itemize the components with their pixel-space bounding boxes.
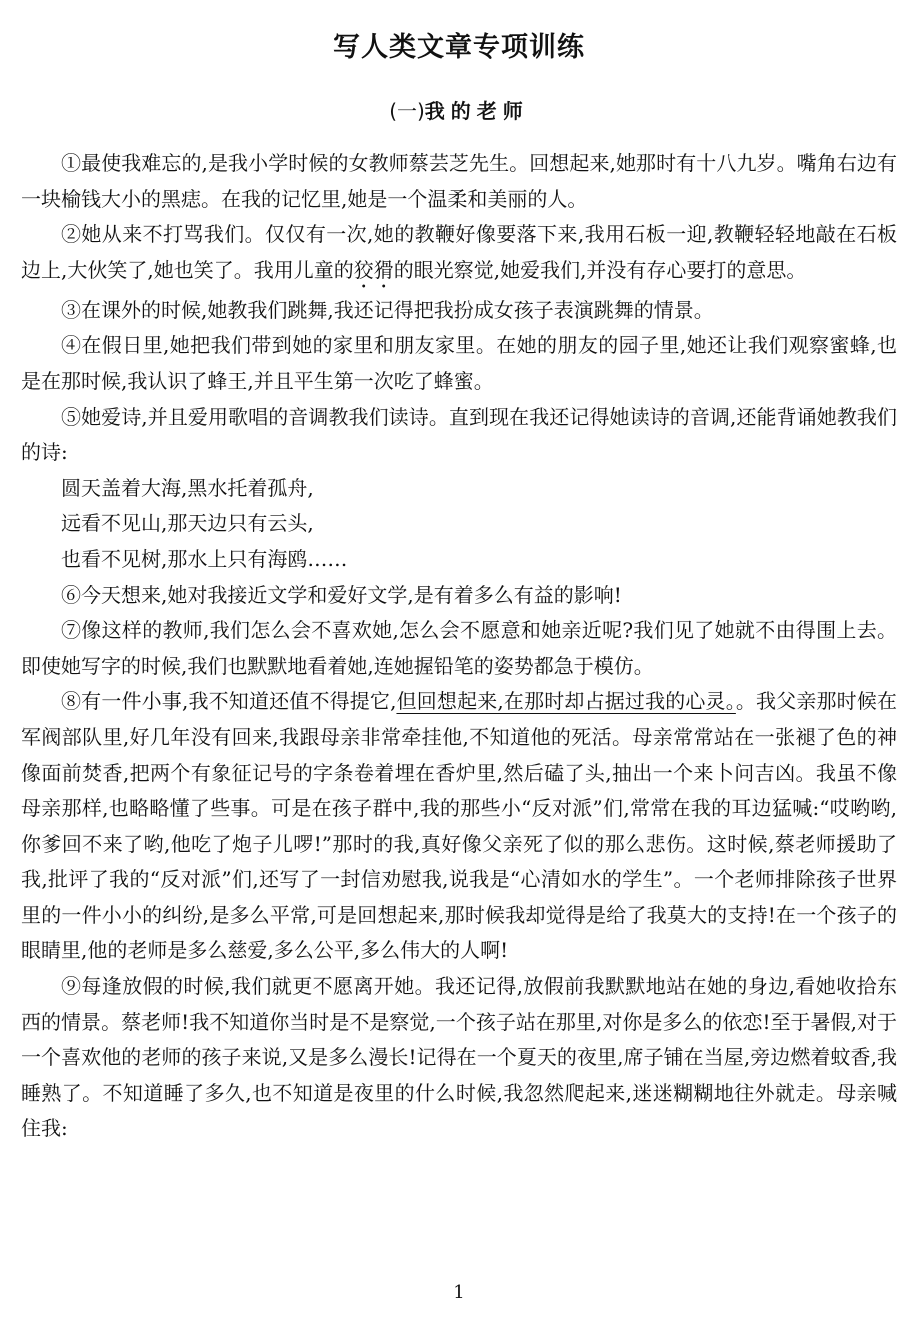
paragraph-8-text-a: ⑧有一件小事,我不知道还值不得提它, [61,689,397,714]
underlined-sentence: 但回想起来,在那时却占据过我的心灵。 [396,689,736,714]
emphasized-word: 狡猾 [353,257,394,282]
paragraph-9: ⑨每逢放假的时候,我们就更不愿离开她。我还记得,放假前我默默地站在她的身边,看她收拾东西的情景。蔡老师!我不知道你当时是不是察觉,一个孩子站在那里,对你是多么的依恋!至于暑假,对于一个喜欢他的老师的孩子来说,又是多么漫长!记得在一个夏天的夜里,席子铺在当屋,旁边燃着蚊香,我睡熟了。不知道睡了多久,也不知道是夜里的什么时候,我忽然爬起来,迷迷糊糊地往外就走。母亲喊住我: [21,974,897,1141]
poem-line-3: 也看不见树,那水上只有海鸥…… [61,546,348,571]
paragraph-7: ⑦像这样的教师,我们怎么会不喜欢她,怎么会不愿意和她亲近呢?我们见了她就不由得围上去。即使她写字的时候,我们也默默地看着她,连她握铅笔的姿势都急于模仿。 [21,618,897,678]
paragraph-2-text-a: ②她从来不打骂我们。仅仅有一次,她的教鞭好像要落下来,我用石板一迎,教鞭轻轻地敲在石板边上,大伙笑了,她也笑了。我用儿童的 [21,222,897,282]
poem-line-2: 远看不见山,那天边只有云头, [61,511,314,536]
page-number: 1 [453,1282,465,1303]
paragraph-2-text-b: 的眼光察觉,她爱我们,并没有存心要打的意思。 [393,257,807,282]
section-number: (一) [389,99,425,123]
paragraph-4: ④在假日里,她把我们带到她的家里和朋友家里。在她的朋友的园子里,她还让我们观察蜜蜂,也是在那时候,我认识了蜂王,并且平生第一次吃了蜂蜜。 [21,333,897,393]
paragraph-2 [21,217,897,293]
paragraph-6: ⑥今天想来,她对我接近文学和爱好文学,是有着多么有益的影响! [61,582,622,607]
section-title: 我的老师 [424,99,529,123]
paragraph-8 [21,684,897,969]
document-title: 写人类文章专项训练 [333,32,585,63]
paragraph-8-text-b: 。我父亲那时候在军阀部队里,好几年没有回来,我跟母亲非常牵挂他,不知道他的死活。母亲常常站在一张褪了色的神像面前焚香,把两个有象征记号的字条卷着埋在香炉里,然后磕了头,抽出一个来卜问吉凶。我虽不像母亲那样,也略略懂了些事。可是在孩子群中,我的那些小“反对派”们,常常在我的耳边猛喊:“哎哟哟,你爹回不来了哟,他吃了炮子儿啰!”那时的我,真好像父亲死了似的那么悲伤。这时候,蔡老师援助了我,批评了我的“反对派”们,还写了一封信劝慰我,说我是“心清如水的学生”。一个老师排除孩子世界里的一件小小的纠纷,是多么平常,可是回想起来,那时候我却觉得是给了我莫大的支持!在一个孩子的眼睛里,他的老师是多么慈爱,多么公平,多么伟大的人啊! [21,689,898,963]
article-body [21,146,897,1147]
poem-line-1: 圆天盖着大海,黑水托着孤舟, [61,475,314,500]
paragraph-1: ①最使我难忘的,是我小学时候的女教师蔡芸芝先生。回想起来,她那时有十八九岁。嘴角右边有一块榆钱大小的黑痣。在我的记忆里,她是一个温柔和美丽的人。 [21,151,897,211]
paragraph-5: ⑤她爱诗,并且爱用歌唱的音调教我们读诗。直到现在我还记得她读诗的音调,还能背诵她教我们的诗: [21,404,897,465]
section-heading [0,96,918,126]
paragraph-3: ③在课外的时候,她教我们跳舞,我还记得把我扮成女孩子表演跳舞的情景。 [61,297,714,322]
